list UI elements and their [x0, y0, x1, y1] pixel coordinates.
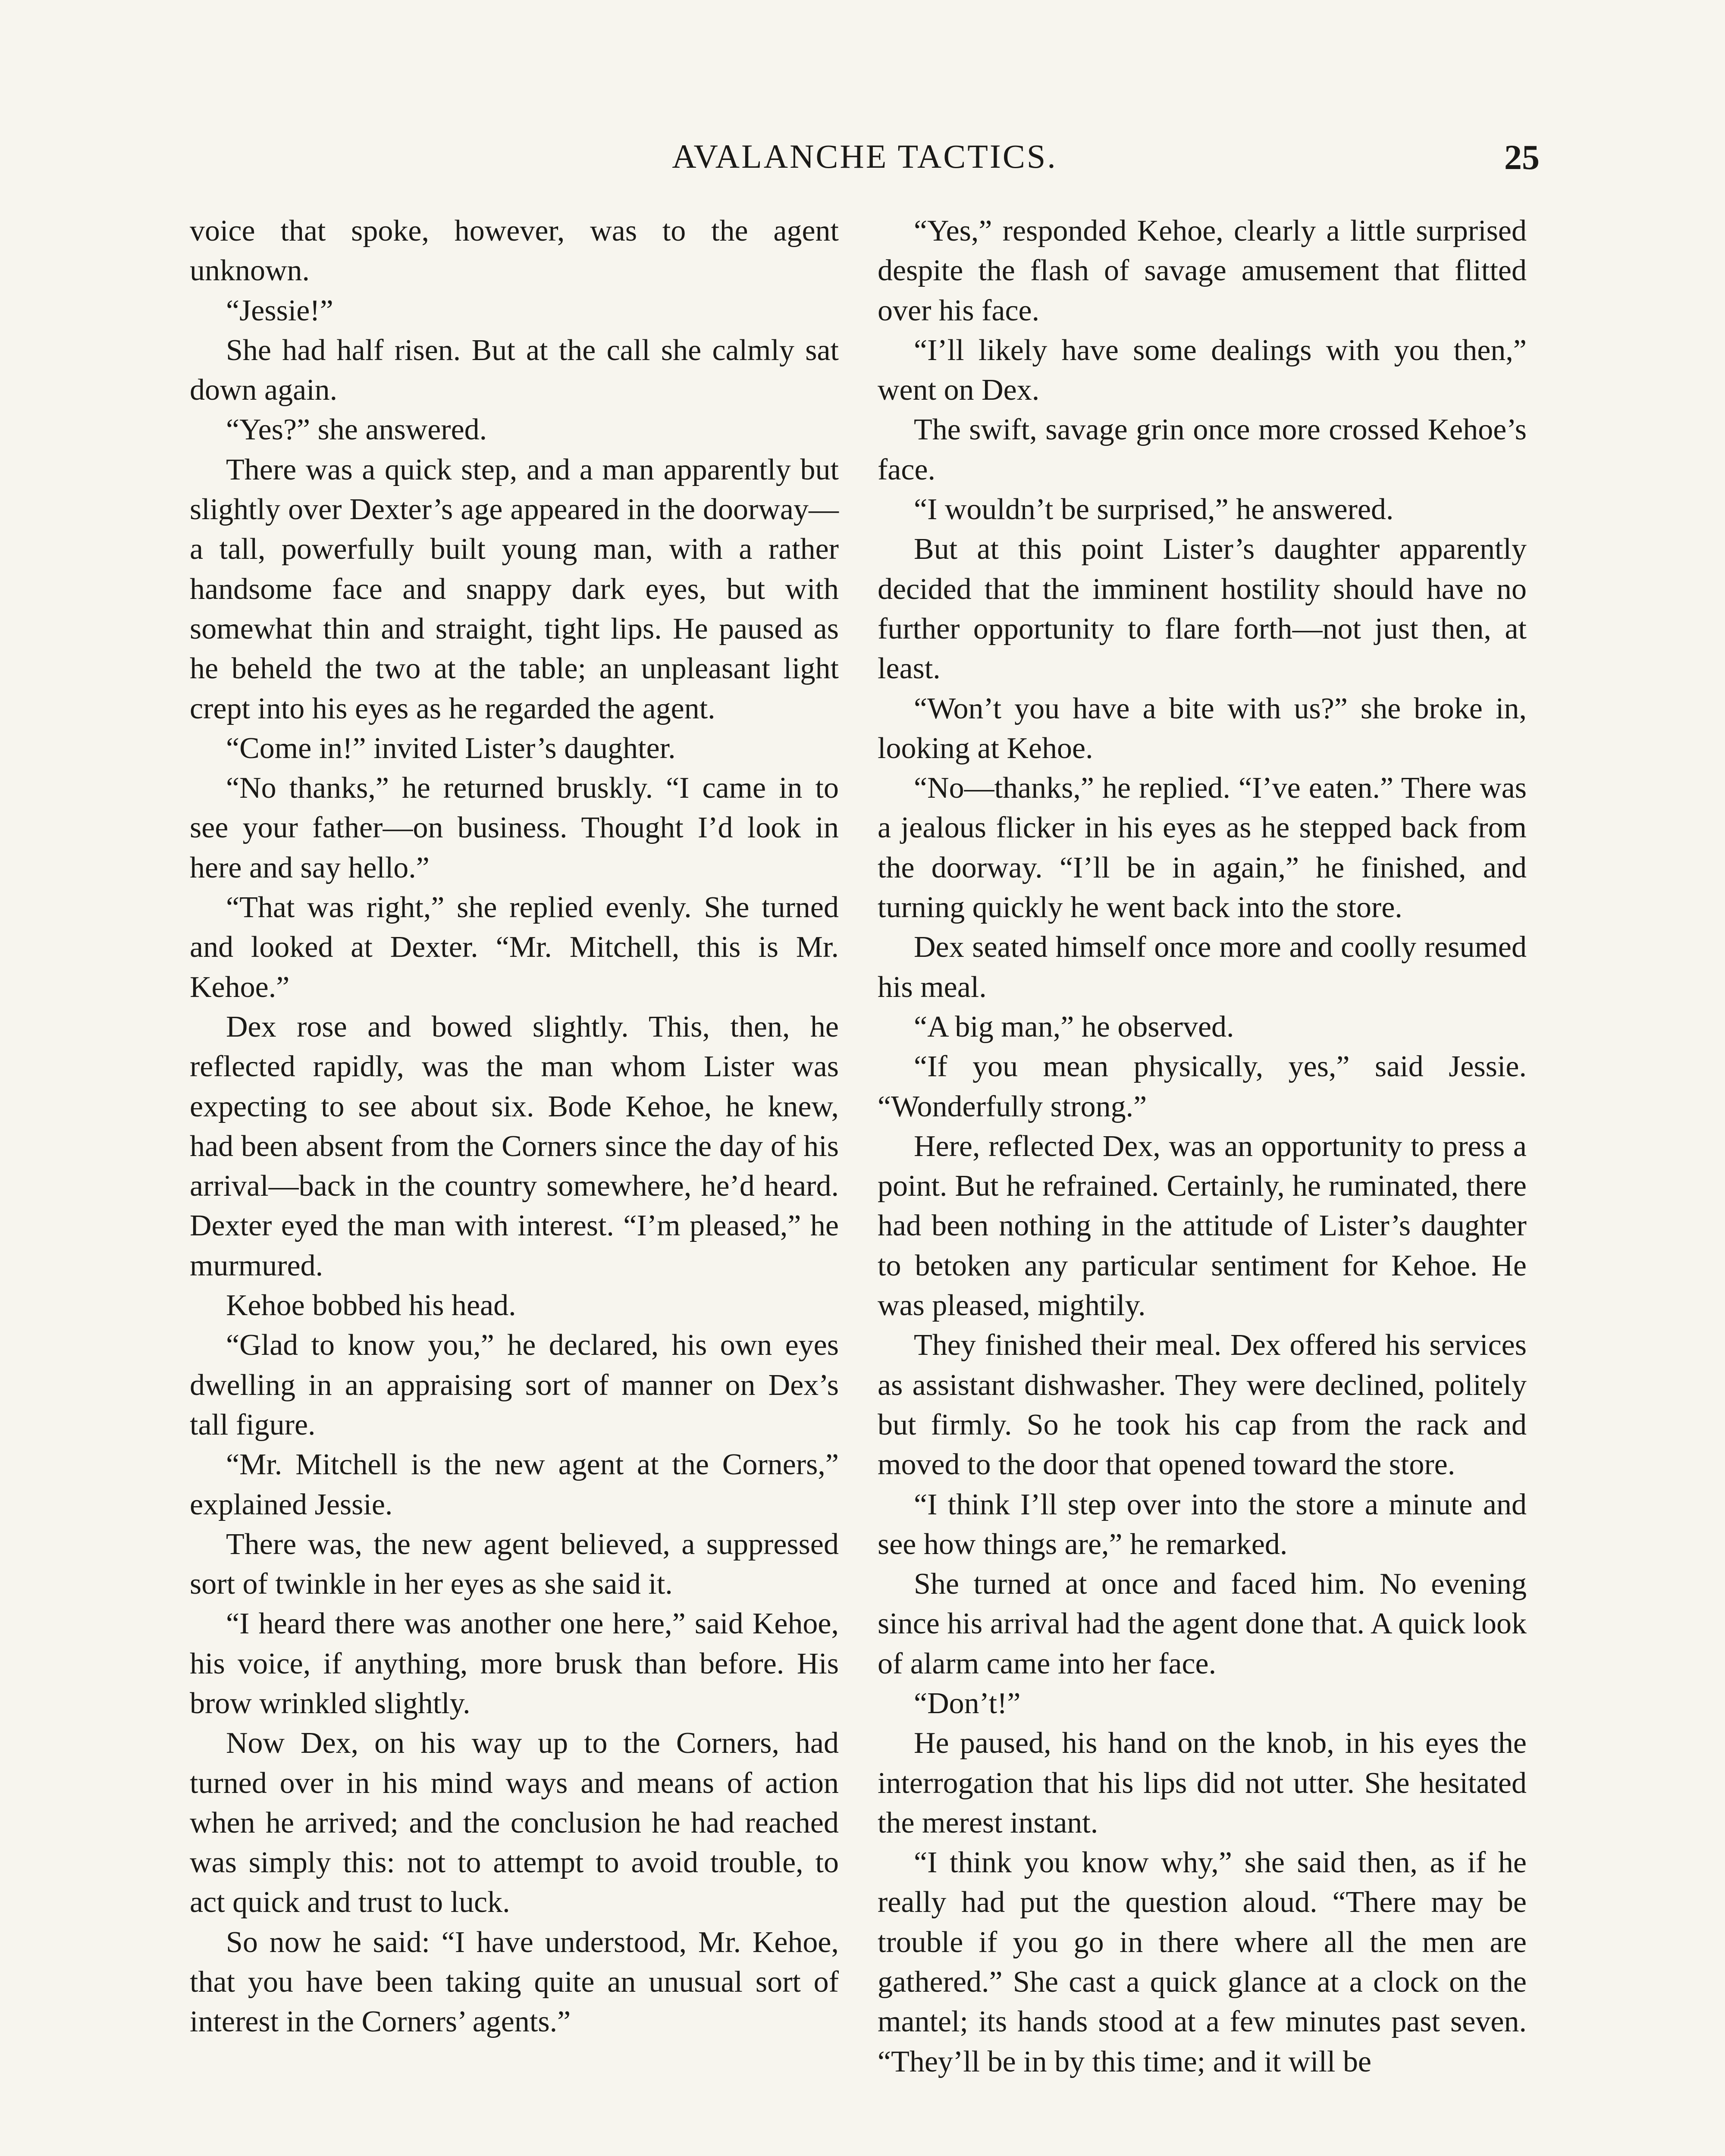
- paragraph: He paused, his hand on the knob, in his eyes the interrogation that his lips did not utter. She hesitated the merest instant.: [878, 1727, 1527, 1839]
- paragraph: So now he said: “I have understood, Mr. Kehoe, that you have been taking quite an unusual sort of interest in the Corners’ agents.”: [190, 1925, 839, 2039]
- paragraph: “Won’t you have a bite with us?” she broke in, looking at Kehoe.: [878, 692, 1527, 765]
- paragraph: “I wouldn’t be surprised,” he answered.: [914, 493, 1394, 526]
- paragraph: Now Dex, on his way up to the Corners, had turned over in his mind ways and means of action when he arrived; and the conclusion he had reached was simply this: not to attempt to avoid trouble, to act quick and trust to luck.: [190, 1727, 839, 1919]
- paragraph: “I think you know why,” she said then, as if he really had put the question aloud. “There may be trouble if you go in there where all the men are gathered.” She cast a quick glance at a clock on the mantel; its hands stood at a few minutes past seven. “They’ll be in by this time; and it will be: [878, 1846, 1527, 2078]
- paragraph: She had half risen. But at the call she calmly sat down again.: [190, 333, 839, 407]
- paragraph: “A big man,” he observed.: [914, 1010, 1234, 1044]
- running-title: AVALANCHE TACTICS.: [672, 138, 1057, 175]
- right-column: [878, 211, 1527, 2082]
- paragraph: Kehoe bobbed his head.: [226, 1289, 516, 1322]
- paragraph: “Mr. Mitchell is the new agent at the Corners,” explained Jessie.: [190, 1448, 839, 1521]
- paragraph: Dex rose and bowed slightly. This, then, he reflected rapidly, was the man whom Lister was expecting to see about six. Bode Kehoe, he knew, had been absent from the Corners since the day of his arrival—back in the country somewhere, he’d heard. Dexter eyed the man with interest. “I’m pleased,” he murmured.: [190, 1010, 839, 1282]
- paragraph: “Come in!” invited Lister’s daughter.: [226, 731, 676, 765]
- paragraph: But at this point Lister’s daughter apparently decided that the imminent hostility should have no further opportunity to flare forth—not just then, at least.: [878, 533, 1527, 686]
- page-header: [190, 137, 1540, 193]
- paragraph: “Yes?” she answered.: [226, 413, 487, 447]
- paragraph: “Don’t!”: [914, 1686, 1021, 1720]
- paragraph: “That was right,” she replied evenly. She turned and looked at Dexter. “Mr. Mitchell, this is Mr. Kehoe.”: [190, 891, 839, 1004]
- paragraph: There was, the new agent believed, a suppressed sort of twinkle in her eyes as she said it.: [190, 1527, 839, 1601]
- paragraph: They finished their meal. Dex offered his services as assistant dishwasher. They were declined, politely but firmly. So he took his cap from the rack and moved to the door that opened toward the store.: [878, 1329, 1527, 1482]
- paragraph: Here, reflected Dex, was an opportunity to press a point. But he refrained. Certainly, he ruminated, there had been nothing in the attitude of Lister’s daughter to betoken any particular sentiment for Kehoe. He was pleased, mightily.: [878, 1129, 1527, 1322]
- paragraph: The swift, savage grin once more crossed Kehoe’s face.: [878, 413, 1527, 486]
- paragraph: “Yes,” responded Kehoe, clearly a little surprised despite the flash of savage amusement that flitted over his face.: [878, 214, 1527, 327]
- paragraph: “Glad to know you,” he declared, his own eyes dwelling in an appraising sort of manner on Dex’s tall figure.: [190, 1329, 839, 1442]
- paragraph: Dex seated himself once more and coolly resumed his meal.: [878, 931, 1527, 1004]
- paragraph: “I think I’ll step over into the store a minute and see how things are,” he remarked.: [878, 1488, 1527, 1561]
- paragraph: “If you mean physically, yes,” said Jessie. “Wonderfully strong.”: [878, 1050, 1527, 1123]
- paragraph: “No—thanks,” he replied. “I’ve eaten.” There was a jealous flicker in his eyes as he stepped back from the doorway. “I’ll be in again,” he finished, and turning quickly he went back into the store.: [878, 771, 1527, 924]
- paragraph: “I heard there was another one here,” said Kehoe, his voice, if anything, more brusk than before. His brow wrinkled slightly.: [190, 1607, 839, 1720]
- paragraph: “No thanks,” he returned bruskly. “I came in to see your father—on business. Thought I’d look in here and say hello.”: [190, 771, 839, 884]
- paragraph: “I’ll likely have some dealings with you then,” went on Dex.: [878, 333, 1527, 407]
- page-number: 25: [1504, 138, 1540, 177]
- paragraph: There was a quick step, and a man apparently but slightly over Dexter’s age appeared in the doorway—a tall, powerfully built young man, with a rather handsome face and snappy dark eyes, but with somewhat thin and straight, tight lips. He paused as he beheld the two at the table; an unpleasant light crept into his eyes as he regarded the agent.: [190, 453, 839, 725]
- paragraph: “Jessie!”: [226, 294, 333, 327]
- paragraph: She turned at once and faced him. No evening since his arrival had the agent done that. A quick look of alarm came into her face.: [878, 1567, 1527, 1680]
- paragraph: voice that spoke, however, was to the agent unknown.: [190, 214, 839, 288]
- left-column: [190, 211, 839, 2042]
